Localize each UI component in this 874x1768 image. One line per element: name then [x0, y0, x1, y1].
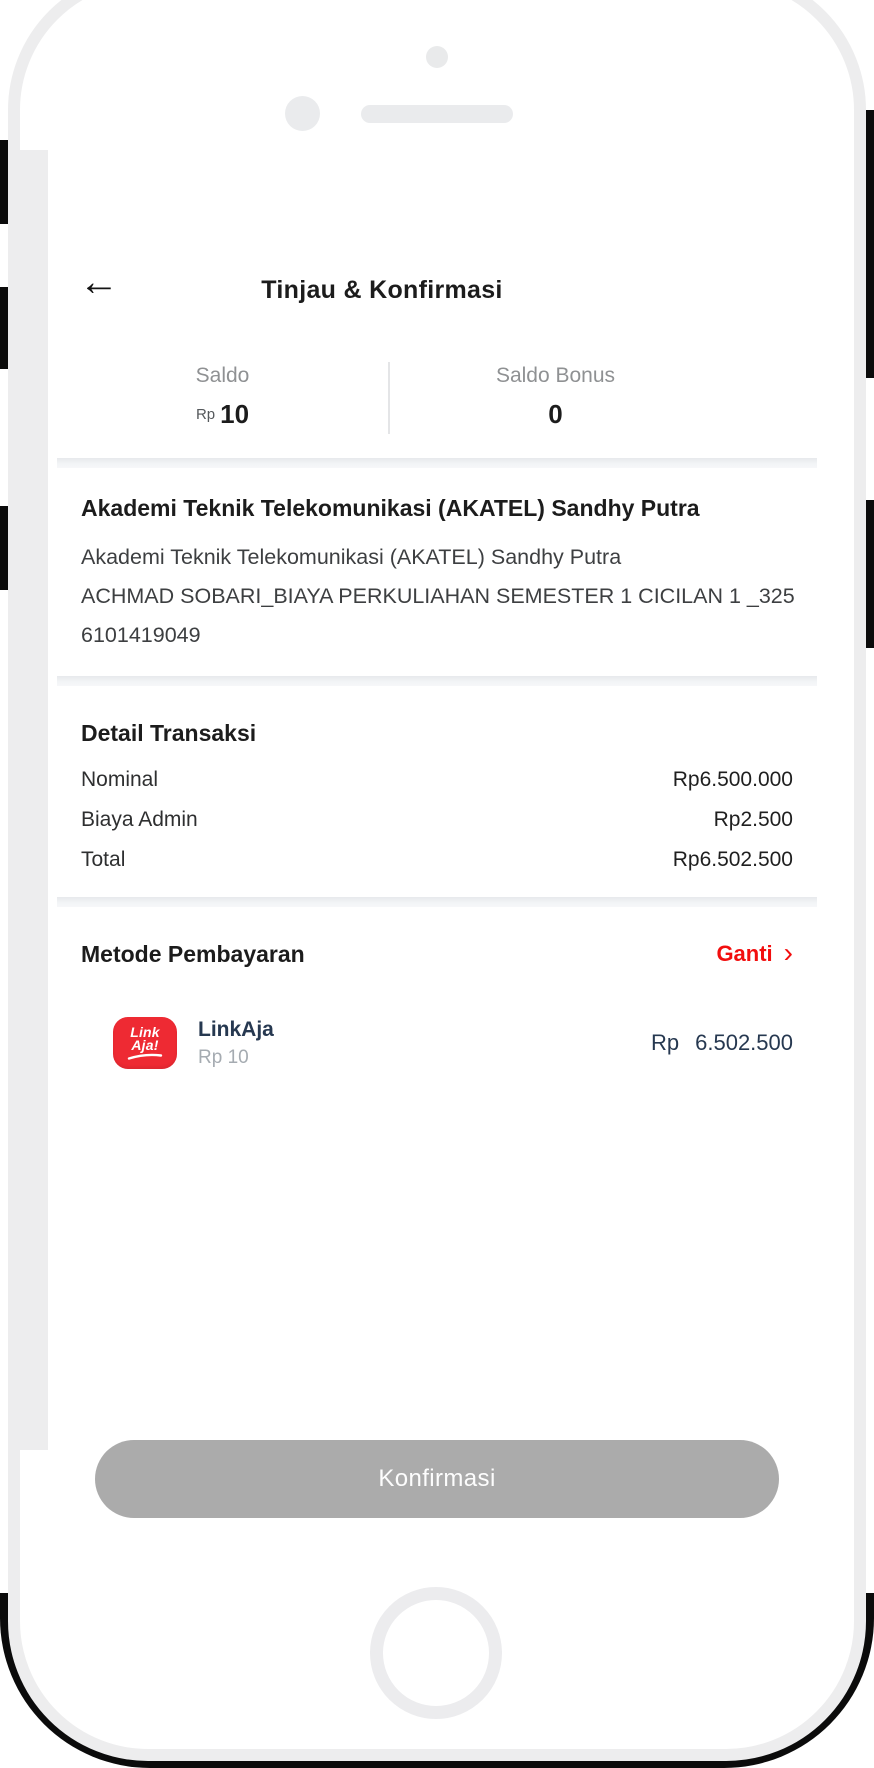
phone-side-button [865, 110, 874, 378]
table-row [81, 840, 793, 880]
payment-method-info [198, 1018, 274, 1069]
saldo-amount: 10 [220, 399, 250, 429]
chevron-right-icon: › [783, 937, 793, 968]
linkaja-logo-icon [113, 1017, 177, 1069]
table-row [81, 800, 793, 840]
app-screen [57, 0, 817, 1768]
konfirmasi-button[interactable]: Konfirmasi [95, 1440, 779, 1518]
page-title: Tinjau & Konfirmasi [261, 276, 503, 304]
payment-method-title: Metode Pembayaran [81, 940, 305, 967]
change-label: Ganti [716, 941, 773, 966]
row-value: Rp6.502.500 [672, 848, 793, 871]
saldo-bonus-label: Saldo Bonus [495, 364, 616, 387]
saldo-currency: Rp [195, 406, 216, 423]
section-divider [57, 897, 817, 907]
section-divider [57, 676, 817, 686]
saldo-bonus-column [390, 362, 721, 434]
merchant-section [81, 495, 795, 655]
merchant-name: Akademi Teknik Telekomunikasi (AKATEL) Sandhy Putra [81, 495, 700, 521]
merchant-note: ACHMAD SOBARI_BIAYA PERKULIAHAN SEMESTER 1 CICILAN 1 _325 [81, 584, 795, 608]
saldo-column [57, 362, 390, 434]
balance-summary [57, 362, 721, 434]
transaction-detail-title: Detail Transaksi [81, 720, 257, 746]
payment-amount-value: 6.502.500 [695, 1030, 793, 1055]
merchant-reference-number: 6101419049 [81, 623, 201, 647]
payment-amount [651, 1030, 793, 1056]
linkaja-logo-line1: Link [130, 1024, 160, 1040]
saldo-bonus-value: 0 [548, 399, 563, 429]
change-payment-method-button[interactable] [716, 937, 793, 968]
phone-side-button [865, 500, 874, 648]
row-value: Rp6.500.000 [672, 768, 793, 791]
row-label: Total [81, 848, 126, 871]
payment-method-header [81, 936, 793, 972]
section-divider [57, 458, 817, 468]
merchant-description: Akademi Teknik Telekomunikasi (AKATEL) Sandhy Putra [81, 545, 622, 569]
row-label: Biaya Admin [81, 808, 198, 831]
saldo-value [57, 399, 388, 430]
saldo-label: Saldo [195, 364, 250, 387]
payment-method-balance: Rp 10 [198, 1046, 249, 1068]
row-label: Nominal [81, 768, 159, 791]
payment-method-name: LinkAja [198, 1017, 274, 1041]
payment-amount-currency: Rp [651, 1030, 680, 1055]
linkaja-logo-line2: Aja! [131, 1037, 159, 1053]
phone-left-bezel [8, 150, 48, 1450]
payment-method-row[interactable] [113, 1016, 793, 1070]
back-arrow-icon[interactable]: ← [79, 260, 119, 304]
table-row [81, 760, 793, 800]
transaction-detail-section [81, 720, 793, 880]
linkaja-swoosh-icon [127, 1053, 163, 1060]
row-value: Rp2.500 [713, 808, 793, 831]
